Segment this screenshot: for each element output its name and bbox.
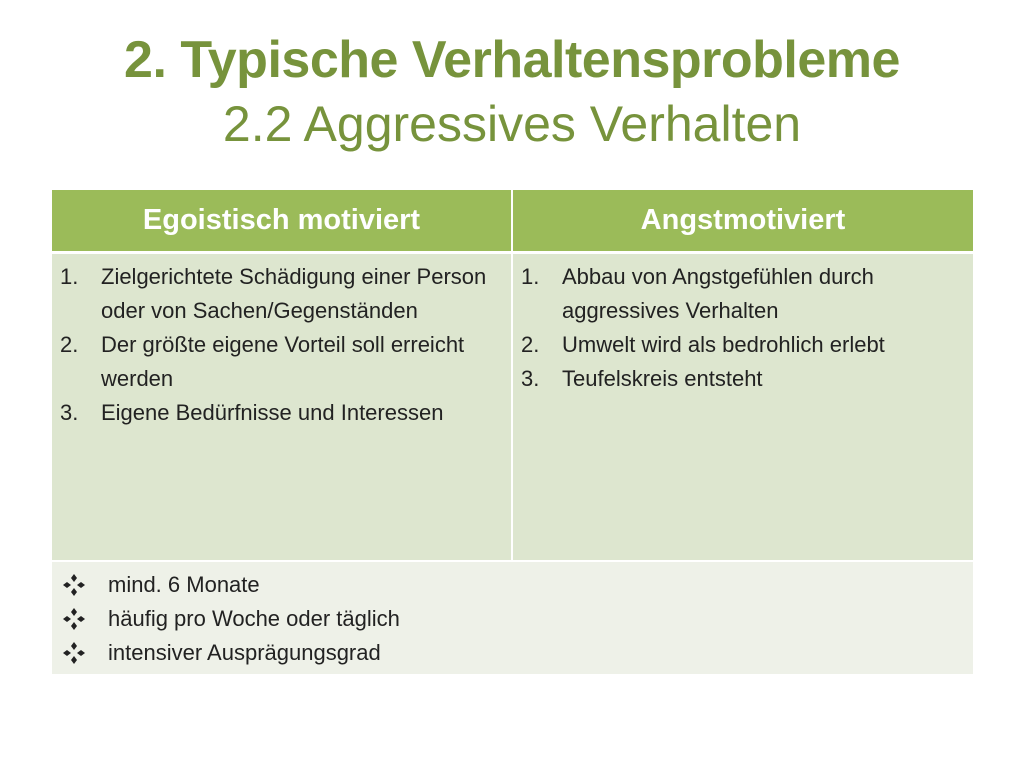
comparison-table — [52, 190, 973, 674]
four-diamond-bullet-icon — [62, 607, 86, 631]
bullet-item — [62, 636, 963, 670]
list-item: 3. Teufelskreis entsteht — [521, 366, 763, 391]
slide-title — [0, 28, 1024, 156]
cell-egoistisch — [52, 254, 513, 562]
list-angstmotiviert — [521, 260, 963, 396]
header-egoistisch: Egoistisch motiviert — [52, 190, 513, 254]
footer-bullet-list — [62, 568, 963, 670]
list-egoistisch — [60, 260, 501, 430]
title-subtitle: 2.2 Aggressives Verhalten — [222, 96, 802, 152]
list-item: 3. Eigene Bedürfnisse und Interessen — [60, 400, 444, 425]
table-header-row — [52, 190, 973, 254]
list-item: 1. Abbau von Angstgefühlen durch aggressives Verhalten — [521, 264, 874, 323]
list-item: 1. Zielgerichtete Schädigung einer Person oder von Sachen/Gegenständen — [60, 264, 487, 323]
bullet-item — [62, 602, 963, 636]
bullet-text: mind. 6 Monate — [108, 572, 260, 597]
bullet-item — [62, 568, 963, 602]
four-diamond-bullet-icon — [62, 573, 86, 597]
cell-angstmotiviert — [513, 254, 973, 562]
table-footer-row — [52, 562, 973, 674]
title-main: 2. Typische Verhaltensprobleme — [124, 31, 900, 89]
header-angstmotiviert: Angstmotiviert — [513, 190, 973, 254]
bullet-text: intensiver Ausprägungsgrad — [108, 640, 381, 665]
cell-footer — [52, 562, 973, 674]
list-item: 2. Umwelt wird als bedrohlich erlebt — [521, 332, 885, 357]
table-body-row — [52, 254, 973, 562]
list-item: 2. Der größte eigene Vorteil soll erreicht werden — [60, 332, 465, 391]
four-diamond-bullet-icon — [62, 641, 86, 665]
bullet-text: häufig pro Woche oder täglich — [108, 606, 400, 631]
